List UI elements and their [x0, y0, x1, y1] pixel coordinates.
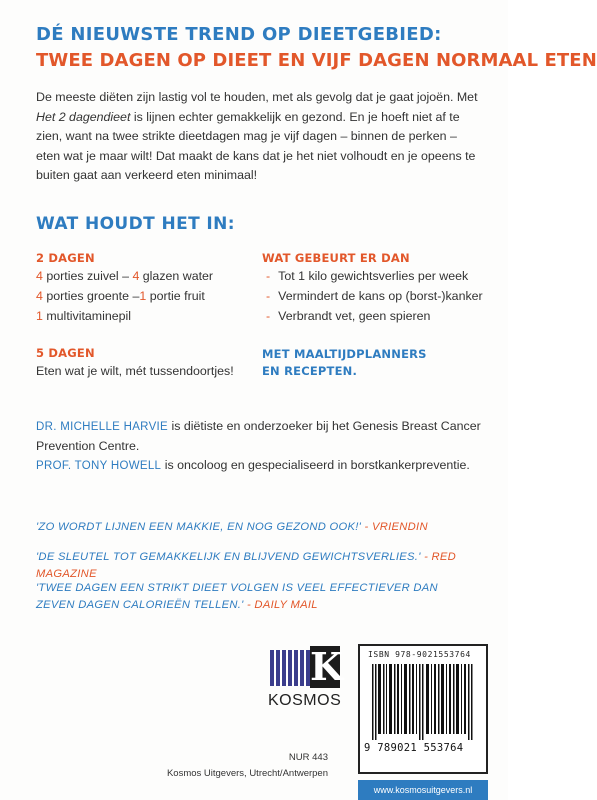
effects-item	[266, 269, 468, 283]
quote-text: 'DE SLEUTEL TOT GEMAKKELIJK EN BLIJVEND GEWICHTSVERLIES.'	[36, 551, 421, 563]
five-days-heading: 5 DAGEN	[36, 346, 95, 360]
isbn-text: ISBN 978-9021553764	[368, 650, 471, 659]
two-days-heading: 2 DAGEN	[36, 251, 95, 265]
intro-part-2: is lijnen echter gemakkelijk en gezond. En je hoeft niet af te zien, want na twee strikte dieetdagen mag je vijf dagen – binnen de perken – eten wat je maar wilt! Dat maakt de kans dat je het niet volhoudt en je opeens te buiten gaat aan verkeerd eten minimaal!	[36, 109, 476, 183]
kosmos-logo-icon	[268, 646, 344, 688]
quote-source: - DAILY MAIL	[243, 599, 318, 611]
effects-item-text: Vermindert de kans op (borst-)kanker	[278, 289, 483, 303]
author-name: DR. MICHELLE HARVIE	[36, 421, 169, 433]
text: portie fruit	[146, 289, 205, 303]
effects-heading: WAT GEBEURT ER DAN	[262, 251, 410, 265]
intro-paragraph	[36, 88, 481, 186]
planners-line-2: EN RECEPTEN.	[262, 364, 358, 378]
author-name: PROF. TONY HOWELL	[36, 460, 162, 472]
headline-line-2: TWEE DAGEN OP DIEET EN VIJF DAGEN NORMAAL ETEN	[36, 50, 597, 71]
quote-vriendin	[36, 519, 481, 536]
count: 4	[132, 269, 140, 283]
text: multivitaminepil	[42, 309, 132, 323]
quote-text: 'ZO WORDT LIJNEN EEN MAKKIE, EN NOG GEZOND OOK!'	[36, 521, 362, 533]
author-text: is diëtiste en onderzoeker bij het Genesis Breast Cancer Prevention Centre.	[36, 419, 481, 453]
text: porties groente –	[42, 289, 140, 303]
two-days-line-1	[36, 269, 213, 283]
effects-item	[266, 309, 430, 323]
book-title: Het 2 dagendieet	[36, 109, 131, 124]
author-text: is oncoloog en gespecialiseerd in borstkankerpreventie.	[161, 458, 470, 472]
text: porties zuivel –	[42, 269, 133, 283]
count: 1	[36, 309, 43, 323]
barcode-digits: 9 789021 553764	[364, 742, 464, 754]
publisher-logo-name: KOSMOS	[268, 692, 342, 709]
quote-red-magazine	[36, 549, 481, 583]
text: glazen water	[139, 269, 214, 283]
quote-text: 'TWEE DAGEN EEN STRIKT DIEET VOLGEN IS VEEL EFFECTIEVER DAN ZEVEN DAGEN CALORIEËN TELLEN.'	[36, 582, 438, 611]
quote-source: - RED MAGAZINE	[36, 551, 457, 580]
count: 1	[139, 289, 147, 303]
logo-stripes	[270, 650, 310, 686]
effects-item	[266, 289, 483, 303]
count: 4	[36, 289, 43, 303]
author-bio-harvie	[36, 417, 481, 456]
intro-part-1: De meeste diëten zijn lastig vol te houden, met als gevolg dat je gaat jojoën. Met	[36, 90, 478, 104]
publisher-name: Kosmos Uitgevers, Utrecht/Antwerpen	[166, 768, 328, 779]
dash-bullet: -	[266, 269, 271, 283]
count: 4	[36, 269, 43, 283]
barcode-bars-icon	[368, 664, 480, 740]
headline-line-1: DÉ NIEUWSTE TREND OP DIEETGEBIED:	[36, 24, 442, 45]
section-title: WAT HOUDT HET IN:	[36, 214, 235, 234]
two-days-line-2	[36, 289, 205, 303]
quote-source: - VRIENDIN	[361, 521, 428, 533]
barcode	[358, 644, 488, 774]
nur-code: NUR 443	[288, 752, 328, 763]
two-days-line-3	[36, 309, 131, 323]
dash-bullet: -	[266, 289, 271, 303]
quote-daily-mail	[36, 580, 456, 614]
planners-line-1: MET MAALTIJDPLANNERS	[262, 347, 427, 361]
effects-item-text: Tot 1 kilo gewichtsverlies per week	[278, 269, 469, 283]
dash-bullet: -	[266, 309, 271, 323]
five-days-text: Eten wat je wilt, mét tussendoortjes!	[36, 364, 234, 378]
author-bio-howell	[36, 456, 481, 476]
publisher-url[interactable]: www.kosmosuitgevers.nl	[358, 780, 488, 800]
logo-letter: K	[310, 644, 344, 689]
publisher-logo	[268, 646, 348, 710]
effects-item-text: Verbrandt vet, geen spieren	[278, 309, 431, 323]
